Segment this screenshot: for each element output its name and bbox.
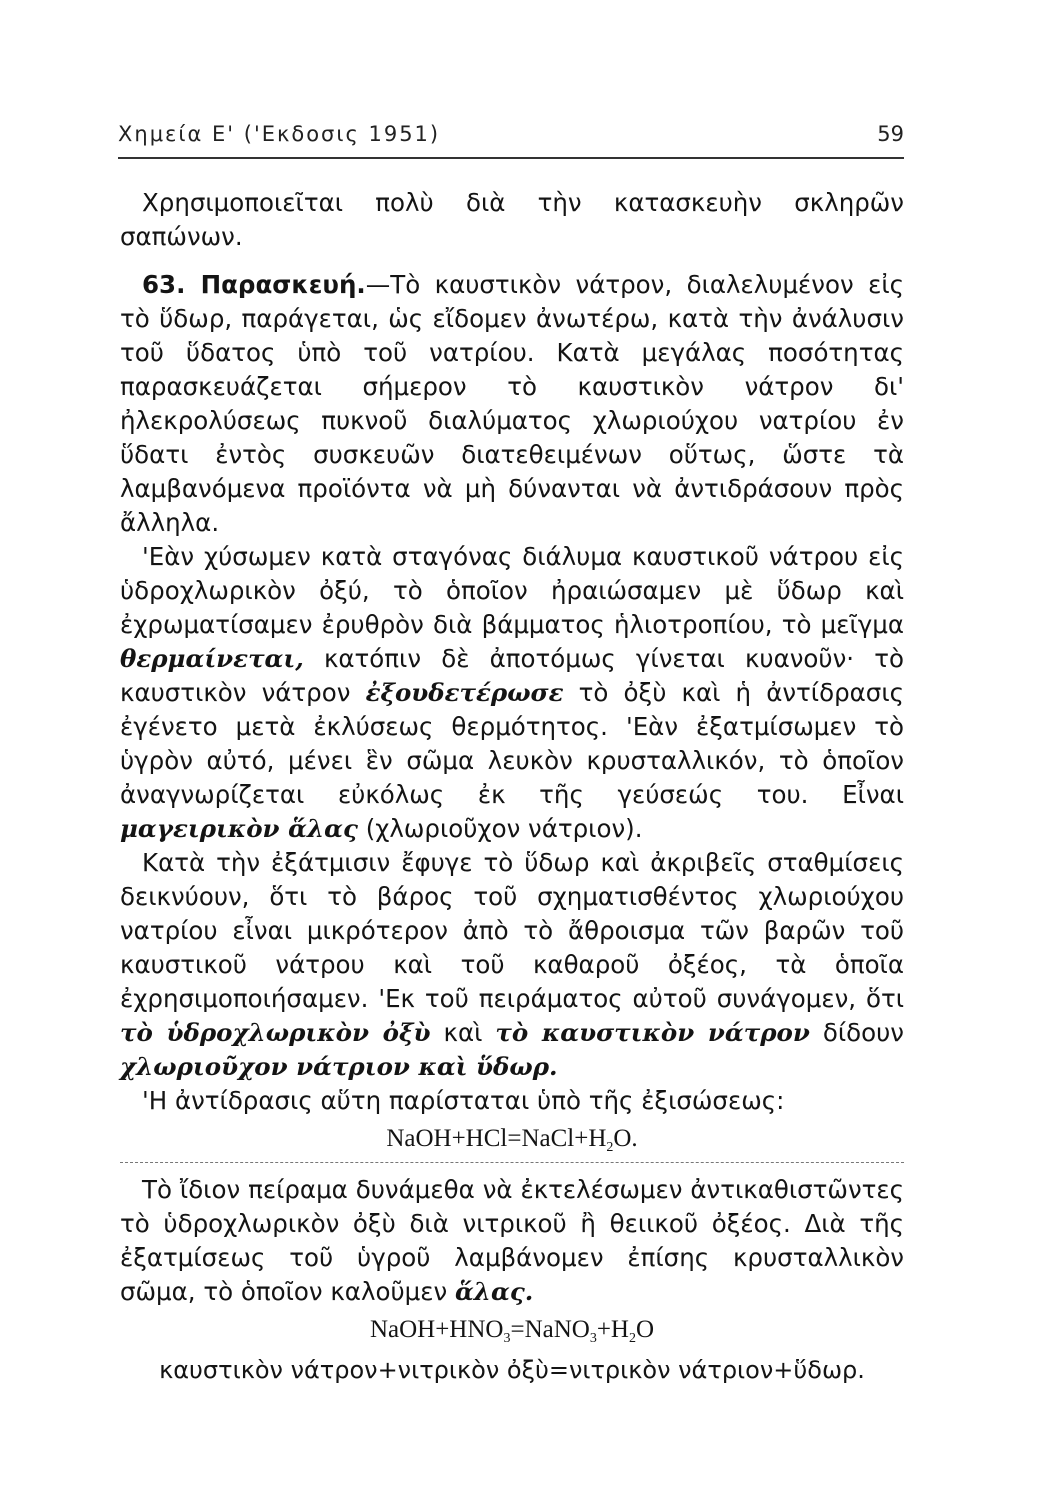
emphasis-products: χλωριοῦχον νάτριον καὶ ὕδωρ. [120,1052,558,1081]
emphasis-hydrochloric-acid: τὸ ὑδροχλωρικὸν ὀξὺ [120,1018,431,1047]
equation-hcl [120,1122,904,1156]
equation-subscript: 3 [589,1331,597,1346]
equation-part: NaOH+HCl=NaCl+H [386,1125,607,1152]
paragraph-experiment [120,540,904,846]
equation-part: NaOH+HNO [369,1316,504,1343]
paragraph-nitric [120,1173,904,1309]
text-run: (χλωριοῦχον νάτριον). [357,814,643,843]
paragraph-preparation-text: —Τὸ καυστικὸν νάτρον, διαλελυμένον εἰς τὸ ὕδωρ, παράγεται, ὡς εἴδομεν ἀνωτέρω, κατὰ τὴν ἀνάλυσιν τοῦ ὕδατος ὑπὸ τοῦ νατρίου. Κατὰ μεγάλας ποσότητας παρασκευάζεται σήμερον τὸ καυστικὸν νάτρον δι' ἠλεκρολύσεως πυκνοῦ διαλύματος χλωριούχου νατρίου ἐν ὕδατι ἐντὸς συσκευῶν διατεθειμένων οὕτως, ὥστε τὰ λαμβανόμενα προϊόντα νὰ μὴ δύνανται νὰ ἀντιδράσουν πρὸς ἄλληλα. [120,270,905,537]
paragraph-conclusion [120,846,904,1084]
text-run: Τὸ ἴδιον πείραμα δυνάμεθα νὰ ἐκτελέσωμεν ἀντικαθιστῶντες τὸ ὑδροχλωρικὸν ὀξὺ διὰ νιτρικοῦ ἢ θειικοῦ ὀξέος. Διὰ τῆς ἐξατμίσεως τοῦ ὑγροῦ λαμβάνομεν ἐπίσης κρυσταλλικὸν σῶμα, τὸ ὁποῖον καλοῦμεν [120,1175,904,1306]
paragraph-preparation [120,268,904,540]
equation-subscript: 3 [503,1331,511,1346]
emphasis-table-salt: μαγειρικὸν ἅλας [120,814,358,843]
running-header [118,122,904,156]
header-rule [118,157,904,159]
emphasis-neutralized: ἐξουδετέρωσε [365,678,564,707]
text-run: 'Εὰν χύσωμεν κατὰ σταγόνας διάλυμα καυστικοῦ νάτρου εἰς ὑδροχλωρικὸν ὀξύ, τὸ ὁποῖον ἠραιώσαμεν μὲ ὕδωρ καὶ ἐχρωματίσαμεν ἐρυθρὸν διὰ βάμματος ἡλιοτροπίου, τὸ μεῖγμα [120,542,904,639]
paragraph-usage: Χρησιμοποιεῖται πολὺ διὰ τὴν κατασκευὴν σκληρῶν σαπώνων. [120,188,904,251]
equation-subscript: 2 [606,1140,614,1155]
page-number: 59 [877,122,904,146]
equation-part: +H [596,1316,629,1343]
emphasis-salt: ἅλας. [454,1277,534,1306]
equation-part: O [635,1316,655,1343]
text-run: κατόπιν δὲ ἀποτόμως γίνεται κυανοῦν· τὸ καυστικὸν νάτρον [120,644,904,707]
paragraph-equation-intro: 'Η ἀντίδρασις αὕτη παρίσταται ὑπὸ τῆς ἐξισώσεως: [142,1086,785,1115]
text-run: καὶ [430,1018,496,1047]
equation-part: =NaNO [510,1316,590,1343]
emphasis-heated: θερμαίνεται, [120,644,304,673]
equation-part: O. [613,1125,638,1152]
text-run: δίδουν [809,1018,904,1047]
dashed-separator [120,1162,904,1163]
page-body [120,186,904,1387]
text-run: τὸ ὀξὺ καὶ ἡ ἀντίδρασις ἐγένετο μετὰ ἐκλύσεως θερμότητος. 'Εὰν ἐξατμίσωμεν τὸ ὑγρὸν αὐτό, μένει ἓν σῶμα λευκὸν κρυσταλλικόν, τὸ ὁποῖον ἀναγνωρίζεται εὐκόλως ἐκ τῆς γεύσεώς του. Εἶναι [120,678,904,809]
equation-hno3 [120,1313,904,1347]
section-heading: 63. Παρασκευή. [142,270,366,299]
equation-word-caption: καυστικὸν νάτρον+νιτρικὸν ὀξὺ=νιτρικὸν νάτριον+ὕδωρ. [159,1356,865,1384]
equation-subscript: 2 [628,1331,636,1346]
text-run: Κατὰ τὴν ἐξάτμισιν ἔφυγε τὸ ὕδωρ καὶ ἀκριβεῖς σταθμίσεις δεικνύουν, ὅτι τὸ βάρος τοῦ σχηματισθέντος χλωριούχου νατρίου εἶναι μικρότερον ἀπὸ τὸ ἄθροισμα τῶν βαρῶν τοῦ καυστικοῦ νάτρου καὶ τοῦ καθαροῦ ὀξέος, τὰ ὁποῖα ἐχρησιμοποιήσαμεν. 'Εκ τοῦ πειράματος αὐτοῦ συνάγομεν, ὅτι [120,848,904,1013]
header-title: Χημεία Ε' ('Εκδοσις 1951) [118,122,441,146]
emphasis-caustic-soda: τὸ καυστικὸν νάτρον [495,1018,810,1047]
